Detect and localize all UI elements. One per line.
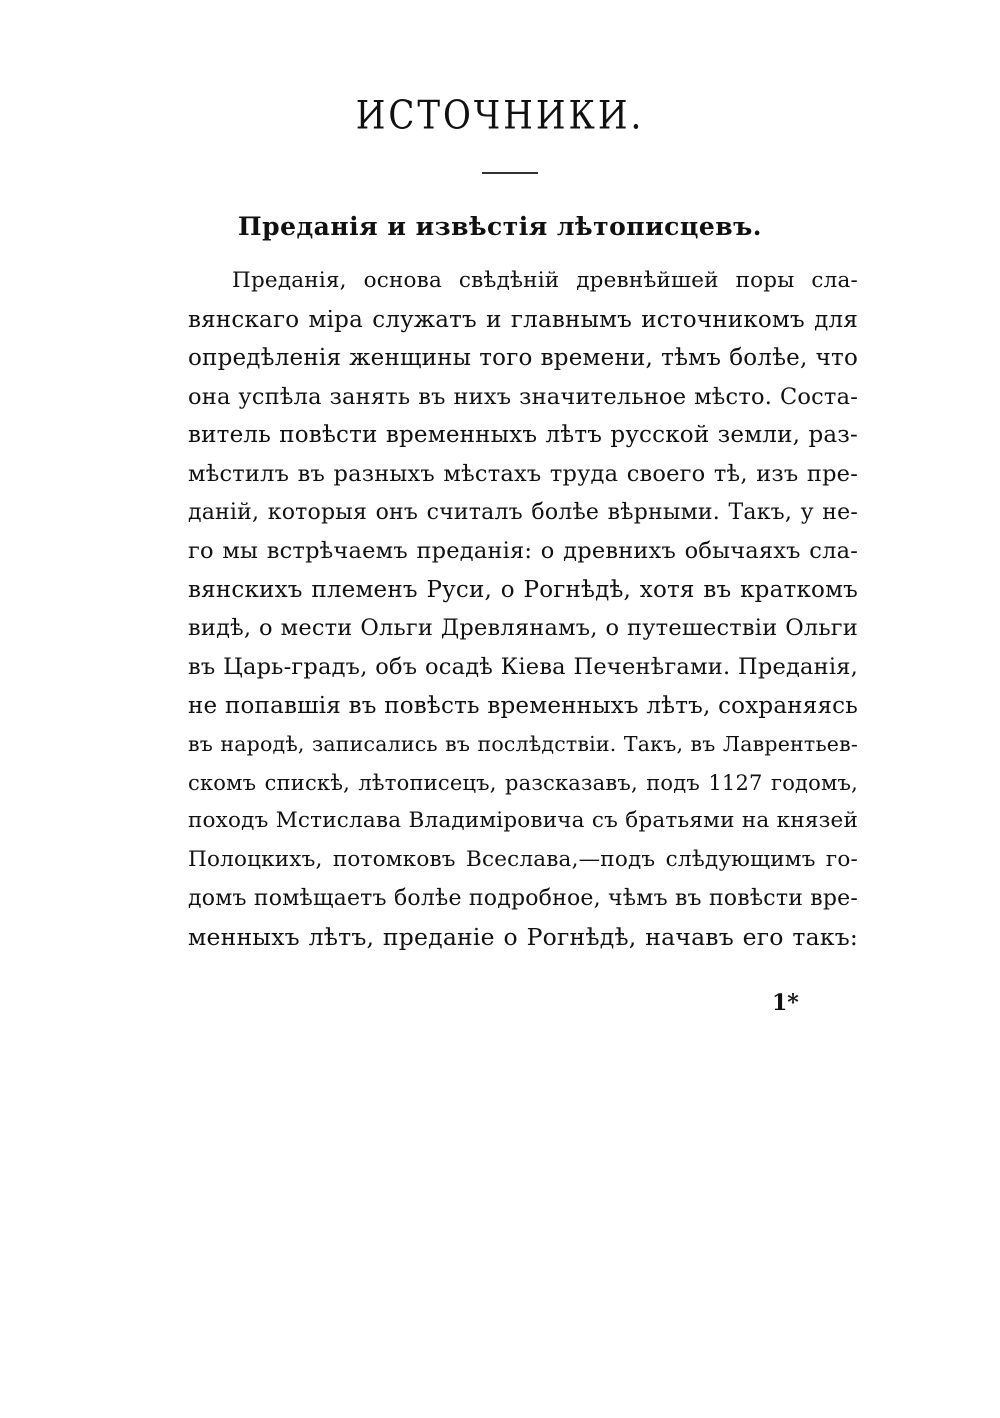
text-line: домъ помѣщаетъ болѣе подробное, чѣмъ въ повѣсти вре- xyxy=(188,885,858,911)
text-line: витель повѣсти временныхъ лѣтъ русской земли, раз- xyxy=(188,422,858,449)
text-line: скомъ спискѣ, лѣтописецъ, разсказавъ, подъ 1127 годомъ, xyxy=(188,770,858,795)
chapter-title: ИСТОЧНИКИ. xyxy=(355,93,645,139)
text-line: опредѣленія женщины того времени, тѣмъ болѣе, что xyxy=(188,345,858,372)
text-line: вянскаго міра служатъ и главнымъ источникомъ для xyxy=(188,306,858,333)
text-line: въ народѣ, записались въ послѣдствіи. Такъ, въ Лаврентьев- xyxy=(188,732,858,757)
section-title: Преданія и извѣстія лѣтописцевъ. xyxy=(238,212,762,241)
text-line: го мы встрѣчаемъ преданія: о древнихъ обычаяхъ сла- xyxy=(188,538,858,565)
text-line: мѣстилъ въ разныхъ мѣстахъ труда своего тѣ, изъ пре- xyxy=(188,460,858,487)
text-line: Полоцкихъ, потомковъ Всеслава,—подъ слѣдующимъ го- xyxy=(188,846,858,872)
text-line: менныхъ лѣтъ, преданіе о Рогнѣдѣ, начавъ его такъ: xyxy=(188,923,858,952)
text-line: въ Царь-градъ, объ осадѣ Кіева Печенѣгами. Преданія, xyxy=(188,653,858,680)
text-line: даній, которыя онъ считалъ болѣе вѣрными. Такъ, у не- xyxy=(188,499,858,525)
text-line: она успѣла занять въ нихъ значительное мѣсто. Соста- xyxy=(188,383,858,410)
body-paragraph xyxy=(188,262,858,957)
text-line: Преданія, основа свѣдѣній древнѣйшей поры сла- xyxy=(232,268,858,293)
text-line: походъ Мстислава Владиміровича съ братьями на князей xyxy=(188,808,858,834)
text-line: вянскихъ племенъ Руси, о Рогнѣдѣ, хотя въ краткомъ xyxy=(188,576,858,603)
text-line: не попавшія въ повѣсть временныхъ лѣтъ, сохраняясь xyxy=(188,692,858,719)
title-divider xyxy=(482,172,538,174)
signature-mark: 1* xyxy=(772,990,799,1016)
text-line: видѣ, о мести Ольги Древлянамъ, о путешествіи Ольги xyxy=(188,615,858,642)
